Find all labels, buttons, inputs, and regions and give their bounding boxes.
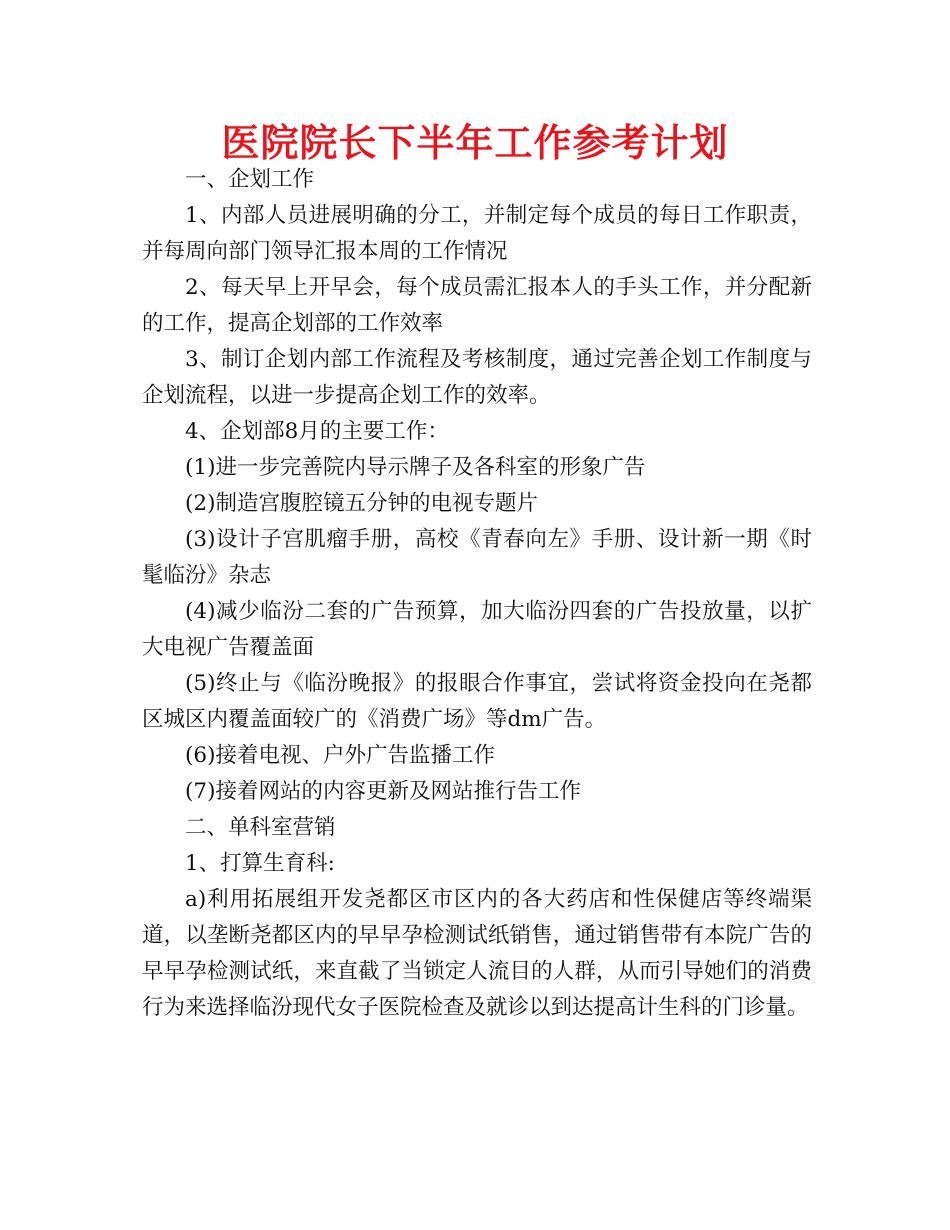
paragraph: 1、内部人员进展明确的分工，并制定每个成员的每日工作职责，并每周向部门领导汇报本周的工作情况 (142, 203, 812, 264)
paragraph: a)利用拓展组开发尧都区市区内的各大药店和性保健店等终端渠道，以垄断尧都区内的早早孕检测试纸销售，通过销售带有本院广告的早早孕检测试纸，来直截了当锁定人流目的人群，从而引导她们的消费行为来选择临汾现代女子医院检查及就诊以到达提高计生科的门诊量。 (142, 887, 812, 1020)
list-item: (3)设计子宫肌瘤手册，高校《青春向左》手册、设计新一期《时髦临汾》杂志 (142, 527, 812, 588)
list-item: (6)接着电视、户外广告监播工作 (185, 743, 495, 768)
list-item: (2)制造宫腹腔镜五分钟的电视专题片 (185, 491, 538, 516)
list-item: (7)接着网站的内容更新及网站推行告工作 (185, 779, 581, 804)
paragraph: 4、企划部8月的主要工作： (185, 419, 449, 444)
document-title: 医院院长下半年工作参考计划 (221, 121, 729, 165)
paragraph: 2、每天早上开早会，每个成员需汇报本人的手头工作，并分配新的工作，提高企划部的工作效率 (142, 275, 812, 336)
section-heading-marketing: 二、单科室营销 (185, 815, 336, 840)
list-item: (1)进一步完善院内导示牌子及各科室的形象广告 (185, 455, 646, 480)
document-body (142, 162, 812, 1026)
list-item: (4)减少临汾二套的广告预算，加大临汾四套的广告投放量，以扩大电视广告覆盖面 (142, 599, 812, 660)
paragraph: 3、制订企划内部工作流程及考核制度，通过完善企划工作制度与企划流程，以进一步提高企划工作的效率。 (142, 347, 812, 408)
section-heading-planning: 一、企划工作 (185, 167, 315, 192)
paragraph: 1、打算生育科: (185, 851, 335, 876)
list-item: (5)终止与《临汾晚报》的报眼合作事宜，尝试将资金投向在尧都区城区内覆盖面较广的《消费广场》等dm广告。 (142, 671, 812, 732)
